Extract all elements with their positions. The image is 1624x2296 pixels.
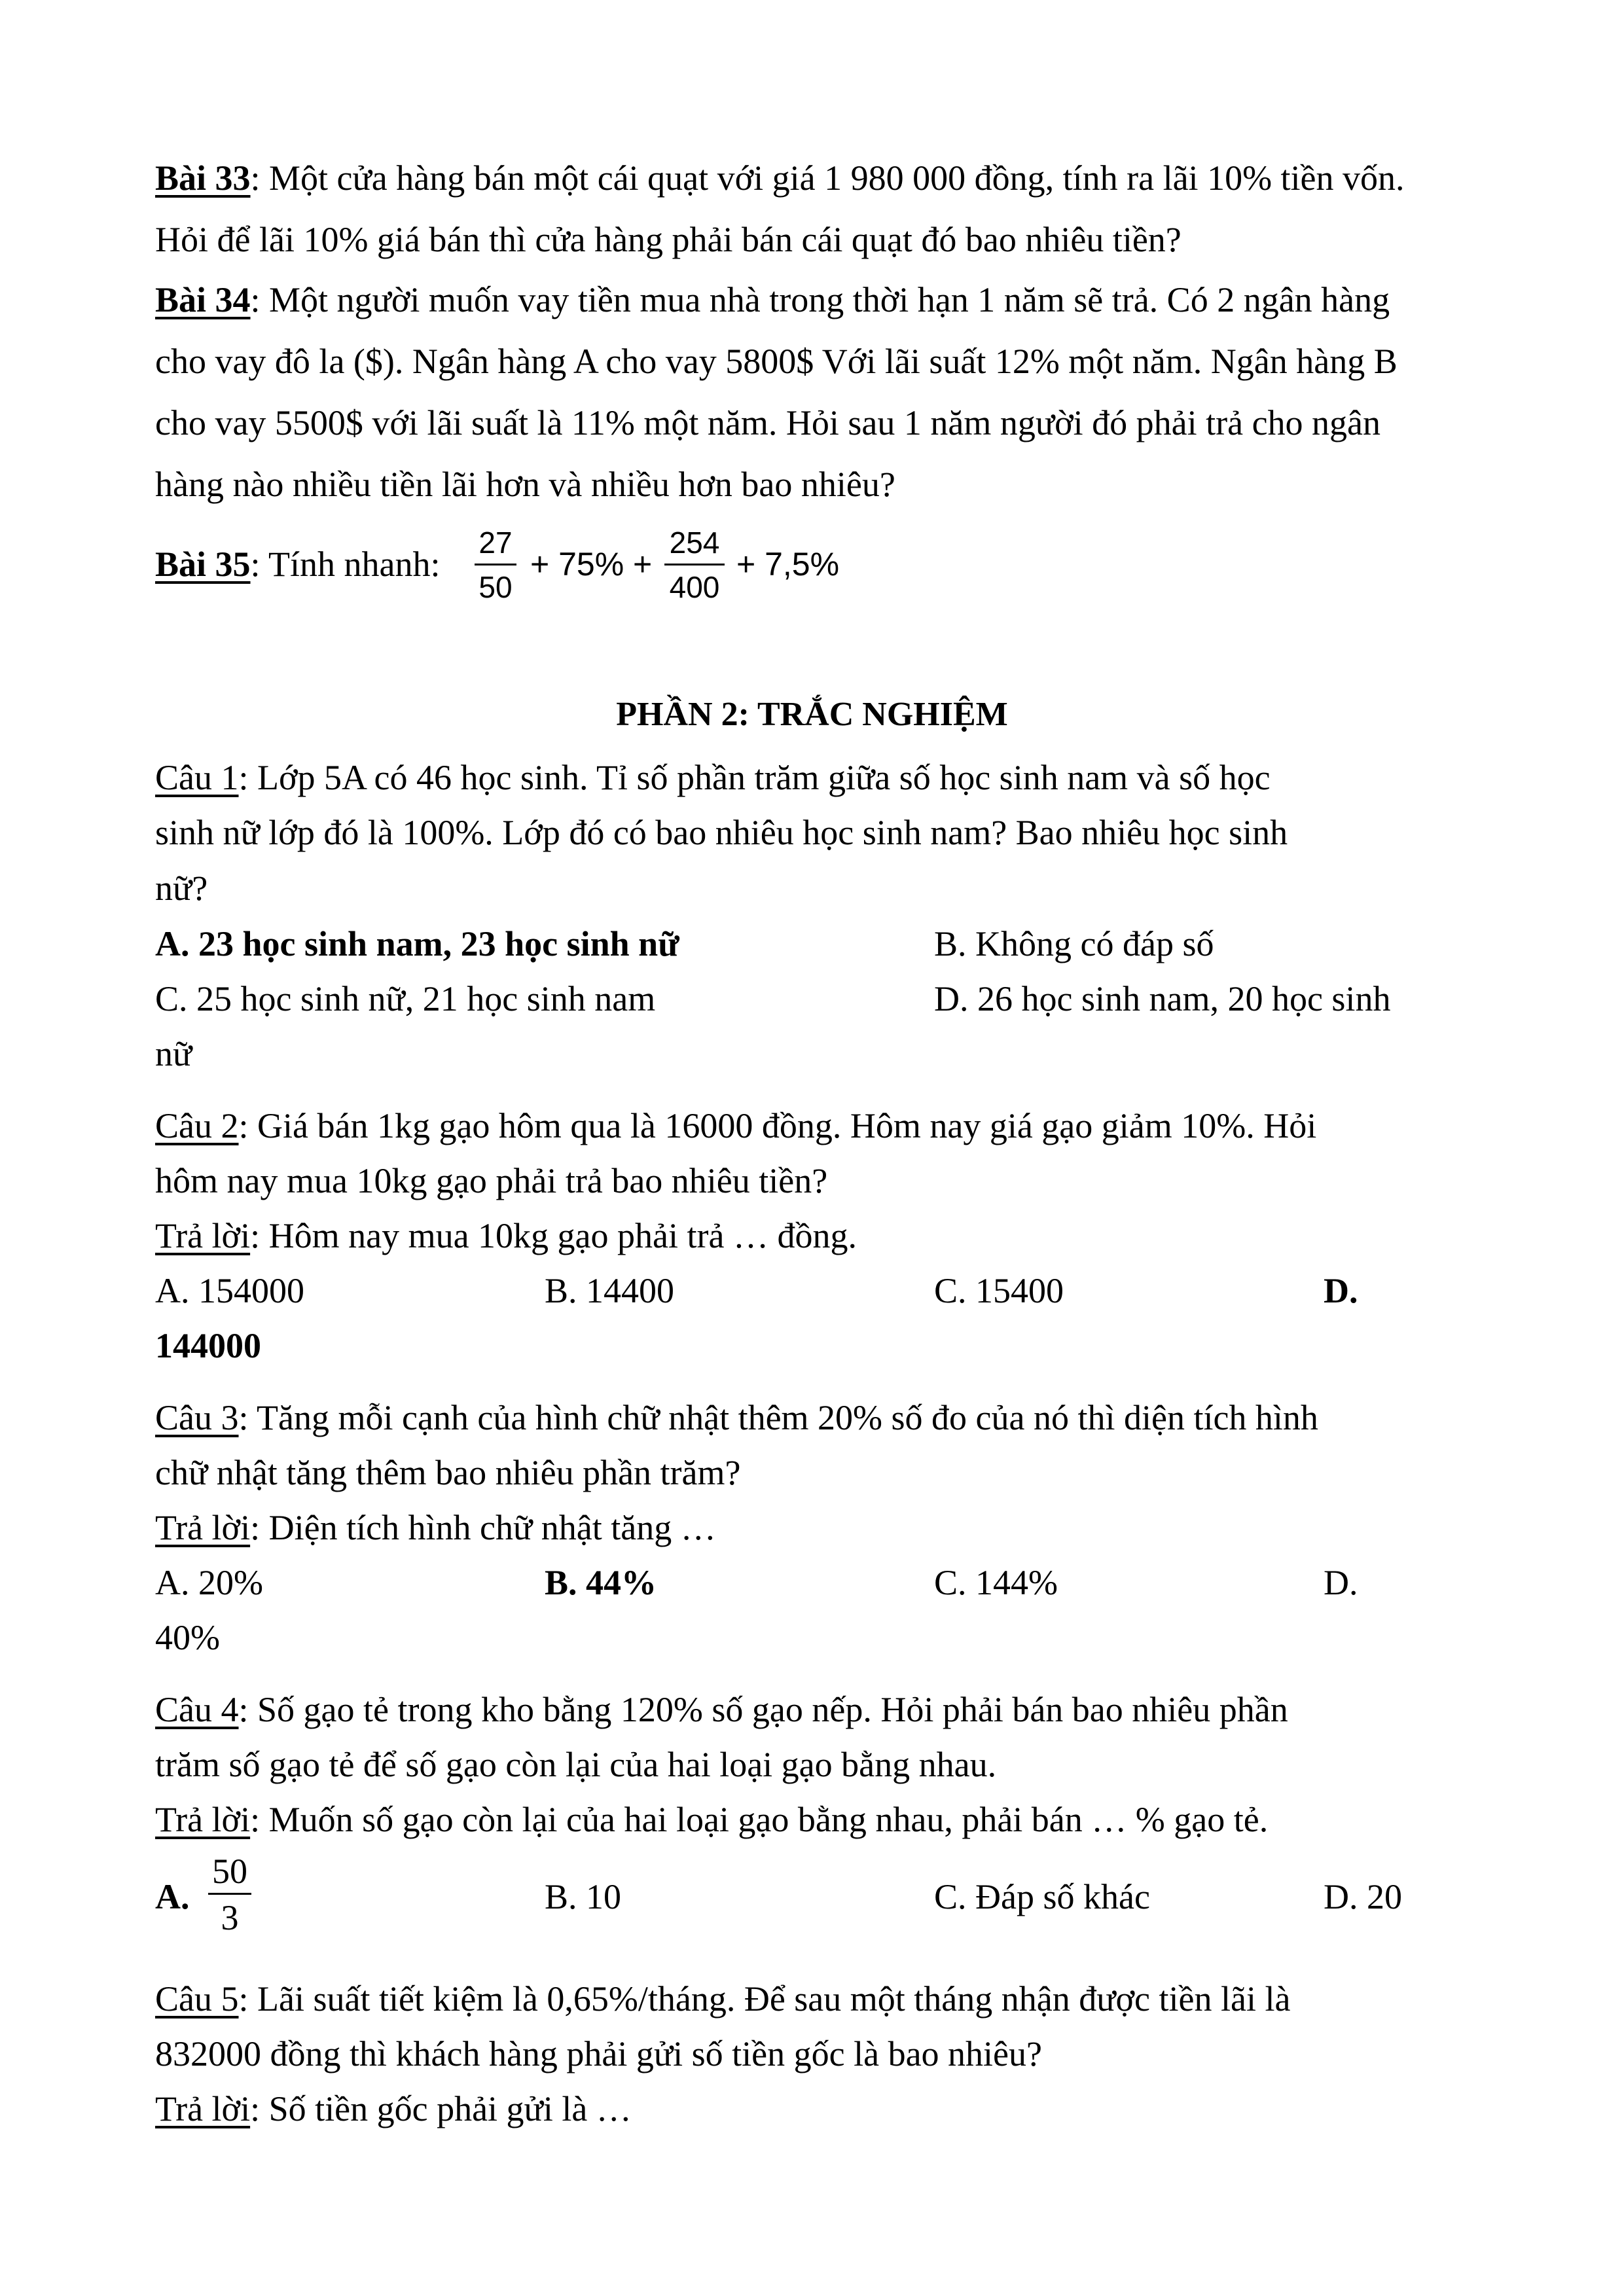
cau3-option-c: C. 144% — [934, 1563, 1058, 1602]
bai34-text-1: : Một người muốn vay tiền mua nhà trong thời hạn 1 năm sẽ trả. Có 2 ngân hàng — [250, 280, 1390, 319]
fraction-denominator: 400 — [669, 570, 720, 604]
cau4-answer-text: : Muốn số gạo còn lại của hai loại gạo bằng nhau, phải bán … % gạo tẻ. — [250, 1800, 1269, 1839]
cau1-line2: sinh nữ lớp đó là 100%. Lớp đó có bao nhiêu học sinh nam? Bao nhiêu học sinh — [155, 813, 1288, 852]
cau1-text-1: : Lớp 5A có 46 học sinh. Tỉ số phần trăm giữa số học sinh nam và số học — [238, 758, 1271, 797]
cau2-label: Câu 2 — [155, 1106, 239, 1145]
bai34-line2: cho vay đô la ($). Ngân hàng A cho vay 5800$ Với lãi suất 12% một năm. Ngân hàng B — [155, 342, 1398, 381]
bai33-line1 — [155, 157, 1405, 199]
cau3-option-d: D. — [1324, 1563, 1358, 1602]
cau1-line3: nữ? — [155, 869, 208, 908]
bai35-text: : Tính nhanh: — [250, 545, 441, 584]
cau4-option-a-fraction — [208, 1851, 251, 1938]
cau3-option-b: B. 44% — [545, 1563, 657, 1602]
cau3-label: Câu 3 — [155, 1398, 239, 1437]
fraction-bar — [208, 1893, 251, 1895]
fraction-numerator: 27 — [478, 526, 513, 560]
cau4-answer — [155, 1799, 1268, 1840]
bai35-line — [155, 543, 441, 585]
fraction-bar — [664, 564, 725, 565]
cau5-answer-label: Trả lời — [155, 2089, 251, 2128]
cau4-label: Câu 4 — [155, 1690, 239, 1729]
cau1-option-b: B. Không có đáp số — [934, 924, 1214, 963]
cau5-answer — [155, 2088, 632, 2130]
bai33-label: Bài 33 — [155, 158, 251, 198]
cau4-option-d: D. 20 — [1324, 1877, 1402, 1916]
cau5-line2: 832000 đồng thì khách hàng phải gửi số tiền gốc là bao nhiêu? — [155, 2034, 1042, 2073]
bai34-line1 — [155, 279, 1390, 321]
cau2-option-d-cont: 144000 — [155, 1326, 261, 1365]
fraction-numerator: 50 — [212, 1852, 247, 1891]
cau5-text-1: : Lãi suất tiết kiệm là 0,65%/tháng. Để sau một tháng nhận được tiền lãi là — [238, 1979, 1291, 2018]
bai35-plus-2: + 7,5% — [736, 546, 840, 583]
cau5-line1 — [155, 1978, 1290, 2020]
cau1-option-c: C. 25 học sinh nữ, 21 học sinh nam — [155, 979, 656, 1018]
fraction-denominator: 3 — [221, 1898, 239, 1937]
cau3-option-a: A. 20% — [155, 1563, 263, 1602]
cau4-answer-label: Trả lời — [155, 1800, 251, 1839]
cau4-option-c: C. Đáp số khác — [934, 1877, 1150, 1916]
bai35-label: Bài 35 — [155, 545, 251, 584]
bai33-line2: Hỏi để lãi 10% giá bán thì cửa hàng phải bán cái quạt đó bao nhiêu tiền? — [155, 220, 1182, 259]
cau2-option-b: B. 14400 — [545, 1271, 675, 1310]
cau2-option-a: A. 154000 — [155, 1271, 304, 1310]
cau2-line1 — [155, 1105, 1316, 1147]
section-title: PHẦN 2: TRẮC NGHIỆM — [616, 696, 1008, 733]
cau2-answer-label: Trả lời — [155, 1216, 251, 1255]
bai34-line4: hàng nào nhiều tiền lãi hơn và nhiều hơn bao nhiêu? — [155, 465, 895, 504]
bai35-fraction-2 — [664, 524, 725, 606]
cau3-line1 — [155, 1397, 1318, 1439]
cau3-option-d-cont: 40% — [155, 1618, 220, 1657]
bai33-text-1: : Một cửa hàng bán một cái quạt với giá 1 980 000 đồng, tính ra lãi 10% tiền vốn. — [250, 158, 1405, 198]
fraction-bar — [475, 564, 516, 565]
cau1-option-a: A. 23 học sinh nam, 23 học sinh nữ — [155, 924, 679, 963]
cau3-line2: chữ nhật tăng thêm bao nhiêu phần trăm? — [155, 1453, 741, 1492]
cau3-answer — [155, 1507, 716, 1549]
cau4-option-a: A. — [155, 1877, 190, 1916]
bai34-line3: cho vay 5500$ với lãi suất là 11% một năm. Hỏi sau 1 năm người đó phải trả cho ngân — [155, 403, 1381, 442]
cau2-option-c: C. 15400 — [934, 1271, 1064, 1310]
cau4-line2: trăm số gạo tẻ để số gạo còn lại của hai loại gạo bằng nhau. — [155, 1745, 997, 1784]
cau1-option-d-cont: nữ — [155, 1034, 192, 1073]
fraction-denominator: 50 — [478, 570, 513, 604]
cau2-option-d: D. — [1324, 1271, 1358, 1310]
cau4-option-b: B. 10 — [545, 1877, 622, 1916]
cau4-text-1: : Số gạo tẻ trong kho bằng 120% số gạo nếp. Hỏi phải bán bao nhiêu phần — [238, 1690, 1288, 1729]
bai34-label: Bài 34 — [155, 280, 251, 319]
cau5-label: Câu 5 — [155, 1979, 239, 2018]
cau2-answer-text: : Hôm nay mua 10kg gạo phải trả … đồng. — [250, 1216, 857, 1255]
cau5-answer-text: : Số tiền gốc phải gửi là … — [250, 2089, 632, 2128]
cau3-answer-label: Trả lời — [155, 1508, 251, 1547]
cau3-answer-text: : Diện tích hình chữ nhật tăng … — [250, 1508, 716, 1547]
cau3-text-1: : Tăng mỗi cạnh của hình chữ nhật thêm 20% số đo của nó thì diện tích hình — [238, 1398, 1318, 1437]
cau2-answer — [155, 1215, 857, 1257]
bai35-fraction-1 — [475, 524, 516, 606]
cau2-text-1: : Giá bán 1kg gạo hôm qua là 16000 đồng. Hôm nay giá gạo giảm 10%. Hỏi — [238, 1106, 1317, 1145]
cau2-line2: hôm nay mua 10kg gạo phải trả bao nhiêu tiền? — [155, 1161, 828, 1200]
cau1-option-d: D. 26 học sinh nam, 20 học sinh — [934, 979, 1391, 1018]
fraction-numerator: 254 — [669, 526, 720, 560]
cau4-line1 — [155, 1689, 1288, 1731]
bai35-plus-1: + 75% + — [530, 546, 653, 583]
cau1-line1 — [155, 757, 1271, 798]
cau1-label: Câu 1 — [155, 758, 239, 797]
